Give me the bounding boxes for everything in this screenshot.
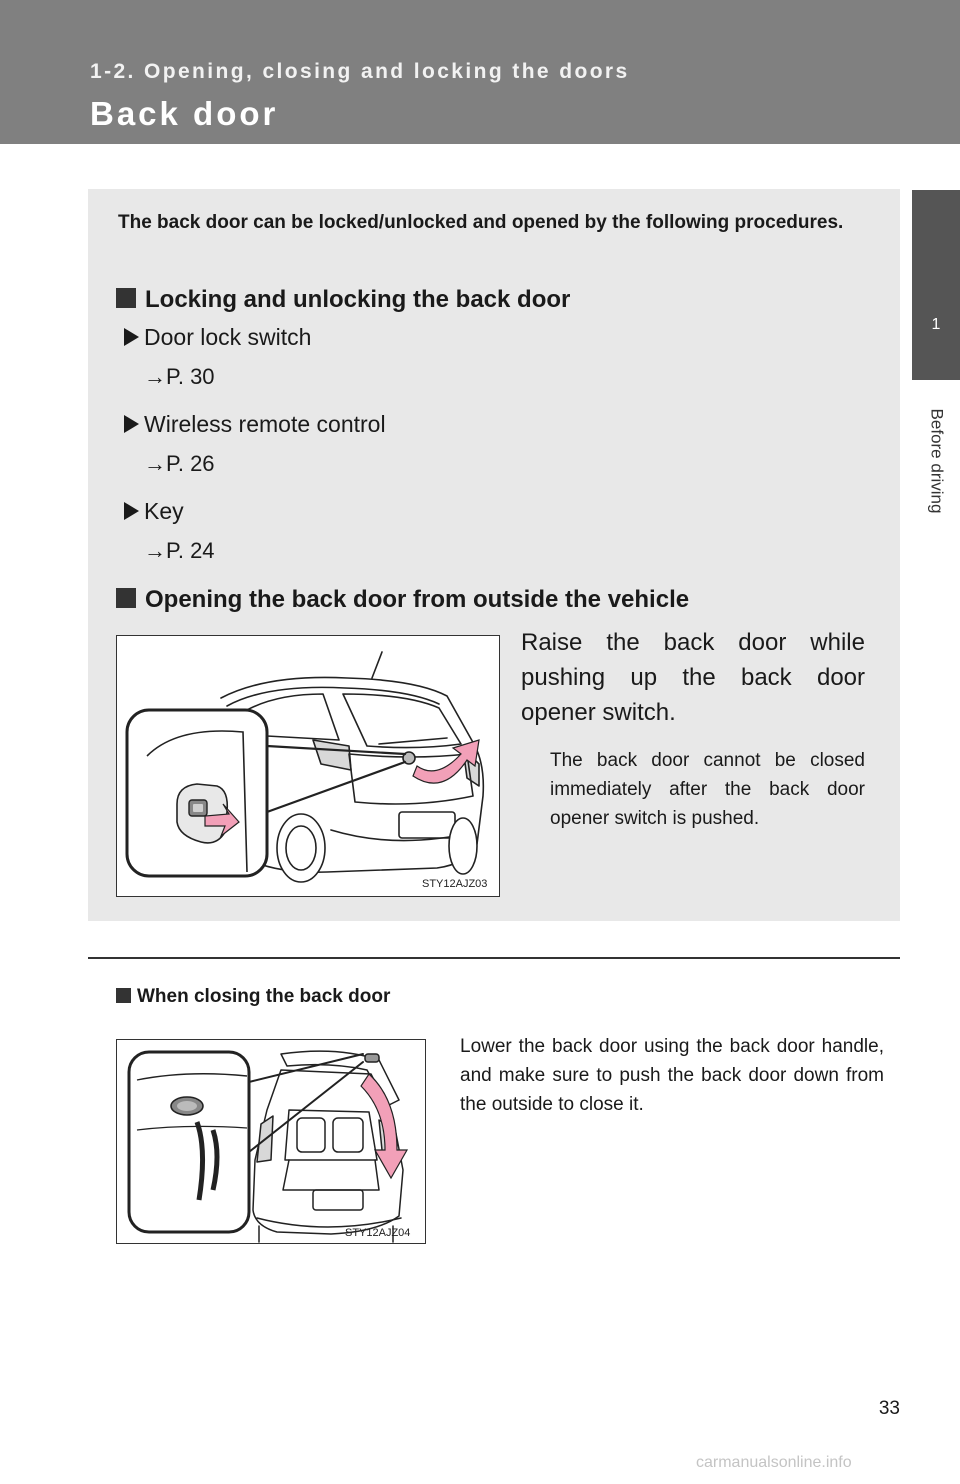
method-item: [124, 324, 311, 351]
page-number: 33: [878, 1398, 900, 1419]
method-label: Door lock switch: [144, 324, 312, 350]
watermark: carmanualsonline.info: [696, 1454, 852, 1471]
figure-code: STY12AJZ04: [345, 1227, 411, 1239]
method-label: Key: [144, 498, 184, 524]
section-divider: [88, 957, 900, 959]
intro-text: The back door can be locked/unlocked and opened by the following procedures.: [118, 212, 844, 233]
heading-square-icon: [116, 588, 136, 608]
chapter-number: 1: [931, 316, 941, 333]
page-header: [0, 0, 960, 144]
chapter-label: [912, 388, 960, 533]
back-door-opener-illustration: [116, 635, 500, 897]
heading-square-icon: [116, 288, 136, 308]
bullet-triangle-icon: [124, 502, 139, 520]
locking-heading: [116, 286, 570, 314]
page-reference-link[interactable]: →P. 24: [144, 538, 215, 563]
page-reference-link[interactable]: →P. 30: [144, 364, 215, 389]
opening-heading: [116, 586, 689, 614]
method-label: Wireless remote control: [144, 411, 386, 437]
chapter-label-text: Before driving: [927, 408, 947, 513]
opening-note: The back door cannot be closed immediately after the back door opener switch is pushed.: [550, 750, 865, 829]
opening-heading-text: Opening the back door from outside the vehicle: [145, 586, 690, 613]
locking-heading-text: Locking and unlocking the back door: [145, 286, 571, 313]
car-rear-closing-drawing: [117, 1040, 426, 1244]
figure-code: STY12AJZ03: [422, 878, 488, 890]
back-door-closing-illustration: [116, 1039, 426, 1244]
method-item: [124, 411, 386, 438]
chapter-tab[interactable]: [912, 190, 960, 380]
page-reference-link[interactable]: →P. 26: [144, 451, 215, 476]
opening-instruction: Raise the back door while pushing up the back door opener switch.: [521, 629, 865, 726]
bullet-triangle-icon: [124, 415, 139, 433]
closing-heading-text: When closing the back door: [137, 986, 391, 1007]
bullet-triangle-icon: [124, 328, 139, 346]
closing-heading: [116, 986, 390, 1008]
door-handle-inset: [129, 1052, 249, 1232]
method-item: [124, 498, 184, 525]
heading-square-icon: [116, 988, 131, 1003]
page-title: Back door: [90, 95, 279, 132]
opener-switch-inset: [127, 710, 267, 876]
section-title: 1-2. Opening, closing and locking the doors: [90, 60, 630, 83]
car-rear-opener-drawing: [117, 636, 500, 897]
closing-instruction: Lower the back door using the back door handle, and make sure to push the back door down from the outside to close it.: [460, 1036, 884, 1115]
